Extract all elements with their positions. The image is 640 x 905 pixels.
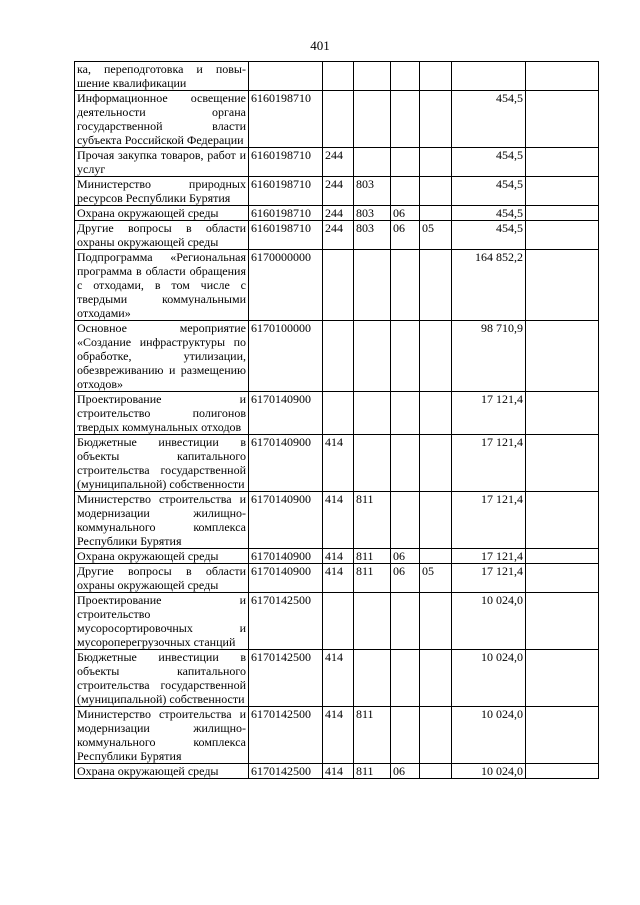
subsection-cell <box>420 250 452 321</box>
section-cell <box>391 435 420 492</box>
amount-cell: 10 024,0 <box>452 650 526 707</box>
target-article-cell: 6160198710 <box>249 177 323 206</box>
subsection-cell <box>420 392 452 435</box>
table-row <box>75 650 599 707</box>
amount-cell: 17 121,4 <box>452 435 526 492</box>
row-name-cell: Прочая закупка товаров, работ и услуг <box>75 148 249 177</box>
target-article-cell: 6160198710 <box>249 148 323 177</box>
section-cell <box>391 62 420 91</box>
administrator-cell: 811 <box>354 564 391 593</box>
table-row <box>75 593 599 650</box>
row-name-cell: Министерство строительства и модернизации жилищно-коммунального комплекса Республики Бурятия <box>75 492 249 549</box>
expense-type-cell: 414 <box>323 435 354 492</box>
amount-cell: 10 024,0 <box>452 593 526 650</box>
target-article-cell: 6170140900 <box>249 492 323 549</box>
extra-cell <box>526 549 599 564</box>
table-body <box>75 62 599 779</box>
table-row <box>75 549 599 564</box>
section-cell: 06 <box>391 549 420 564</box>
target-article-cell: 6170142500 <box>249 650 323 707</box>
amount-cell: 454,5 <box>452 221 526 250</box>
row-name-cell: ка, переподготовка и повы-шение квалификации <box>75 62 249 91</box>
amount-cell: 164 852,2 <box>452 250 526 321</box>
expense-type-cell: 244 <box>323 206 354 221</box>
section-cell <box>391 650 420 707</box>
row-name-cell: Проектирование и строительство полигонов твердых коммунальных отходов <box>75 392 249 435</box>
subsection-cell: 05 <box>420 221 452 250</box>
table-row <box>75 564 599 593</box>
table-row <box>75 177 599 206</box>
target-article-cell: 6170142500 <box>249 593 323 650</box>
expense-type-cell: 414 <box>323 492 354 549</box>
section-cell: 06 <box>391 221 420 250</box>
expense-type-cell <box>323 62 354 91</box>
target-article-cell: 6170000000 <box>249 250 323 321</box>
administrator-cell <box>354 650 391 707</box>
administrator-cell <box>354 593 391 650</box>
expense-type-cell <box>323 392 354 435</box>
table-row <box>75 492 599 549</box>
administrator-cell: 811 <box>354 492 391 549</box>
table-row <box>75 221 599 250</box>
expense-type-cell <box>323 321 354 392</box>
row-name-cell: Охрана окружающей среды <box>75 206 249 221</box>
expense-type-cell <box>323 250 354 321</box>
target-article-cell: 6170140900 <box>249 549 323 564</box>
subsection-cell <box>420 62 452 91</box>
table-row <box>75 91 599 148</box>
amount-cell: 454,5 <box>452 177 526 206</box>
section-cell <box>391 91 420 148</box>
extra-cell <box>526 492 599 549</box>
section-cell <box>391 321 420 392</box>
amount-cell: 17 121,4 <box>452 564 526 593</box>
section-cell <box>391 707 420 764</box>
subsection-cell <box>420 148 452 177</box>
row-name-cell: Охрана окружающей среды <box>75 549 249 564</box>
subsection-cell <box>420 650 452 707</box>
target-article-cell: 6170100000 <box>249 321 323 392</box>
extra-cell <box>526 221 599 250</box>
extra-cell <box>526 564 599 593</box>
subsection-cell <box>420 549 452 564</box>
subsection-cell <box>420 435 452 492</box>
administrator-cell <box>354 321 391 392</box>
row-name-cell: Проектирование и строительство мусоросортировочных и мусороперегрузочных станций <box>75 593 249 650</box>
row-name-cell: Другие вопросы в области охраны окружающей среды <box>75 221 249 250</box>
subsection-cell <box>420 593 452 650</box>
row-name-cell: Министерство строительства и модернизации жилищно-коммунального комплекса Республики Бурятия <box>75 707 249 764</box>
subsection-cell <box>420 764 452 779</box>
amount-cell: 454,5 <box>452 148 526 177</box>
expense-type-cell: 414 <box>323 764 354 779</box>
expense-type-cell: 414 <box>323 564 354 593</box>
table-row <box>75 707 599 764</box>
extra-cell <box>526 206 599 221</box>
expense-type-cell <box>323 91 354 148</box>
target-article-cell: 6160198710 <box>249 91 323 148</box>
table-row <box>75 321 599 392</box>
extra-cell <box>526 593 599 650</box>
amount-cell: 98 710,9 <box>452 321 526 392</box>
administrator-cell: 803 <box>354 221 391 250</box>
extra-cell <box>526 148 599 177</box>
expense-type-cell: 414 <box>323 650 354 707</box>
expense-type-cell: 244 <box>323 221 354 250</box>
row-name-cell: Бюджетные инвестиции в объекты капитального строительства государственной (муниципальной) собственности <box>75 650 249 707</box>
target-article-cell: 6170140900 <box>249 392 323 435</box>
section-cell <box>391 593 420 650</box>
administrator-cell: 803 <box>354 177 391 206</box>
target-article-cell: 6160198710 <box>249 221 323 250</box>
subsection-cell <box>420 206 452 221</box>
extra-cell <box>526 435 599 492</box>
target-article-cell <box>249 62 323 91</box>
row-name-cell: Основное мероприятие «Создание инфраструктуры по обработке, утилизации, обезвреживанию и размещению отходов» <box>75 321 249 392</box>
section-cell <box>391 492 420 549</box>
row-name-cell: Охрана окружающей среды <box>75 764 249 779</box>
table-row <box>75 206 599 221</box>
expense-type-cell: 414 <box>323 549 354 564</box>
target-article-cell: 6170140900 <box>249 564 323 593</box>
target-article-cell: 6170140900 <box>249 435 323 492</box>
extra-cell <box>526 650 599 707</box>
extra-cell <box>526 707 599 764</box>
table-row <box>75 148 599 177</box>
amount-cell: 454,5 <box>452 91 526 148</box>
extra-cell <box>526 321 599 392</box>
amount-cell <box>452 62 526 91</box>
extra-cell <box>526 250 599 321</box>
administrator-cell: 811 <box>354 549 391 564</box>
administrator-cell <box>354 435 391 492</box>
extra-cell <box>526 62 599 91</box>
expense-type-cell <box>323 593 354 650</box>
amount-cell: 17 121,4 <box>452 392 526 435</box>
amount-cell: 10 024,0 <box>452 764 526 779</box>
table-row <box>75 250 599 321</box>
section-cell: 06 <box>391 206 420 221</box>
table-row <box>75 764 599 779</box>
administrator-cell: 811 <box>354 707 391 764</box>
section-cell <box>391 392 420 435</box>
amount-cell: 10 024,0 <box>452 707 526 764</box>
administrator-cell <box>354 62 391 91</box>
administrator-cell <box>354 250 391 321</box>
administrator-cell <box>354 148 391 177</box>
section-cell: 06 <box>391 564 420 593</box>
subsection-cell: 05 <box>420 564 452 593</box>
target-article-cell: 6170142500 <box>249 764 323 779</box>
target-article-cell: 6160198710 <box>249 206 323 221</box>
table-row <box>75 62 599 91</box>
table-row <box>75 435 599 492</box>
section-cell <box>391 148 420 177</box>
subsection-cell <box>420 321 452 392</box>
subsection-cell <box>420 177 452 206</box>
extra-cell <box>526 91 599 148</box>
subsection-cell <box>420 91 452 148</box>
extra-cell <box>526 392 599 435</box>
subsection-cell <box>420 707 452 764</box>
table-row <box>75 392 599 435</box>
administrator-cell <box>354 91 391 148</box>
row-name-cell: Информационное освещение деятельности органа государственной власти субъекта Российской Федерации <box>75 91 249 148</box>
expense-type-cell: 244 <box>323 177 354 206</box>
budget-table <box>74 61 599 779</box>
section-cell: 06 <box>391 764 420 779</box>
amount-cell: 17 121,4 <box>452 549 526 564</box>
administrator-cell <box>354 392 391 435</box>
section-cell <box>391 177 420 206</box>
subsection-cell <box>420 492 452 549</box>
section-cell <box>391 250 420 321</box>
row-name-cell: Подпрограмма «Региональная программа в области обращения с отходами, в том числе с твердыми коммунальными отходами» <box>75 250 249 321</box>
row-name-cell: Министерство природных ресурсов Республики Бурятия <box>75 177 249 206</box>
amount-cell: 454,5 <box>452 206 526 221</box>
target-article-cell: 6170142500 <box>249 707 323 764</box>
row-name-cell: Бюджетные инвестиции в объекты капитального строительства государственной (муниципальной) собственности <box>75 435 249 492</box>
row-name-cell: Другие вопросы в области охраны окружающей среды <box>75 564 249 593</box>
page-number: 401 <box>310 38 330 53</box>
extra-cell <box>526 764 599 779</box>
expense-type-cell: 414 <box>323 707 354 764</box>
extra-cell <box>526 177 599 206</box>
expense-type-cell: 244 <box>323 148 354 177</box>
amount-cell: 17 121,4 <box>452 492 526 549</box>
administrator-cell: 803 <box>354 206 391 221</box>
administrator-cell: 811 <box>354 764 391 779</box>
